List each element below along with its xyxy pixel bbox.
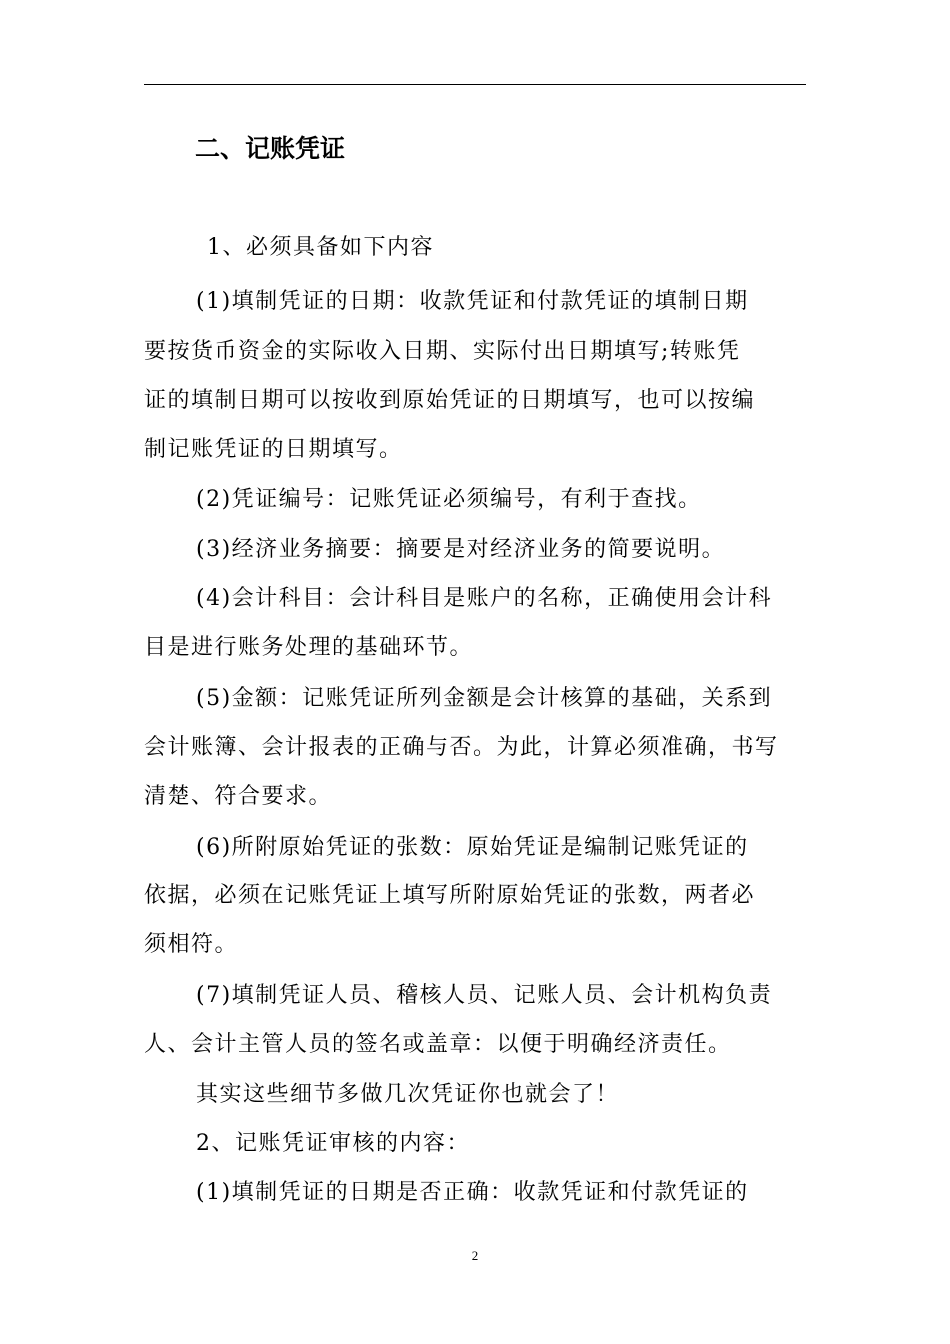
paragraph-line: 制记账凭证的日期填写。 — [144, 437, 403, 462]
paragraph-line: 目是进行账务处理的基础环节。 — [144, 635, 474, 660]
paragraph-line: (2)凭证编号：记账凭证必须编号，有利于查找。 — [196, 487, 702, 512]
paragraph-line: (1)填制凭证的日期是否正确：收款凭证和付款凭证的 — [196, 1180, 749, 1205]
section-heading: 二、记账凭证 — [195, 134, 346, 163]
header-rule — [144, 84, 806, 85]
paragraph-line: 要按货币资金的实际收入日期、实际付出日期填写;转账凭 — [144, 339, 741, 364]
paragraph-line: 清楚、符合要求。 — [144, 784, 333, 809]
paragraph-line: (1)填制凭证的日期：收款凭证和付款凭证的填制日期 — [196, 289, 749, 314]
paragraph-line: (6)所附原始凭证的张数：原始凭证是编制记账凭证的 — [196, 835, 749, 860]
paragraph-line: 依据，必须在记账凭证上填写所附原始凭证的张数，两者必 — [144, 883, 756, 908]
paragraph-line: 会计账簿、会计报表的正确与否。为此，计算必须准确，书写 — [144, 735, 779, 760]
paragraph-line: (3)经济业务摘要：摘要是对经济业务的简要说明。 — [196, 537, 726, 562]
paragraph-line: 证的填制日期可以按收到原始凭证的日期填写，也可以按编 — [144, 388, 756, 413]
subheading-line: 2、记账凭证审核的内容： — [196, 1131, 470, 1156]
paragraph-line: 须相符。 — [144, 932, 239, 957]
paragraph-line: (7)填制凭证人员、稽核人员、记账人员、会计机构负责 — [196, 983, 773, 1008]
paragraph-line: 人、会计主管人员的签名或盖章：以便于明确经济责任。 — [144, 1032, 732, 1057]
paragraph-line: 其实这些细节多做几次凭证你也就会了！ — [196, 1082, 620, 1107]
subheading-line: 1、必须具备如下内容 — [207, 235, 434, 260]
paragraph-line: (5)金额：记账凭证所列金额是会计核算的基础，关系到 — [196, 686, 773, 711]
paragraph-line: (4)会计科目：会计科目是账户的名称，正确使用会计科 — [196, 586, 773, 611]
page-number: 2 — [471, 1248, 479, 1263]
